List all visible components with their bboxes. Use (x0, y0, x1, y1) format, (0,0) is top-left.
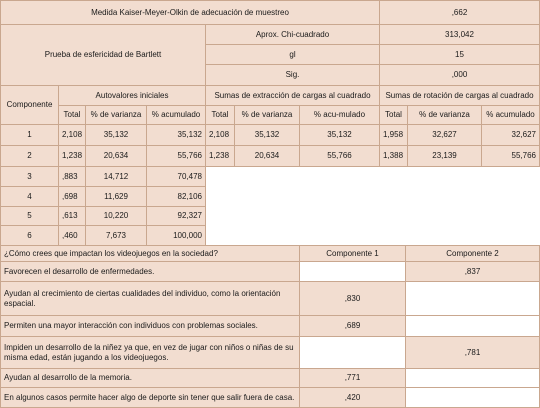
bartlett-label: Prueba de esfericidad de Bartlett (0, 24, 206, 86)
item-4-text: Impiden un desarrollo de la niñez ya que, en vez de jugar con niños o niñas de su misma edad, están jugando a los videojuegos. (0, 336, 300, 369)
r1-initial-total: 2,108 (58, 124, 86, 146)
r1-extraction-cum: 35,132 (299, 124, 380, 146)
comp-1: 1 (0, 124, 59, 146)
r1-rotation-total: 1,958 (379, 124, 408, 146)
group-header-initial: Autovalores iniciales (58, 85, 206, 106)
kmo-value: ,662 (379, 0, 540, 25)
comp-6: 6 (0, 225, 59, 246)
r5-initial-cum: 92,327 (146, 206, 206, 226)
r1-initial-cum: 35,132 (146, 124, 206, 146)
r3-initial-cum: 70,478 (146, 166, 206, 187)
bartlett-gl-label: gl (205, 44, 380, 65)
r4-initial-pct: 11,629 (85, 186, 147, 207)
r6-initial-total: ,460 (58, 225, 86, 246)
r3-initial-pct: 14,712 (85, 166, 147, 187)
subheader-rotation-total: Total (379, 105, 408, 125)
item-6-c1: ,420 (299, 387, 406, 408)
r2-rotation-cum: 55,766 (481, 145, 540, 167)
subheader-rotation-pct: % de varianza (407, 105, 482, 125)
r2-extraction-cum: 55,766 (299, 145, 380, 167)
item-5-c1: ,771 (299, 368, 406, 388)
subheader-extraction-cum: % acu-mulado (299, 105, 380, 125)
r4-initial-total: ,698 (58, 186, 86, 207)
r5-initial-pct: 10,220 (85, 206, 147, 226)
componente-header: Componente (0, 85, 59, 125)
item-2-c1: ,830 (299, 281, 406, 316)
item-2-text: Ayudan al crecimiento de ciertas cualidades del individuo, como la orientación espacial. (0, 281, 300, 316)
bartlett-sig-value: ,000 (379, 64, 540, 86)
item-5-text: Ayudan al desarrollo de la memoria. (0, 368, 300, 388)
r2-rotation-total: 1,388 (379, 145, 408, 167)
item-3-c2 (405, 315, 540, 337)
bartlett-gl-value: 15 (379, 44, 540, 65)
bartlett-chi-value: 313,042 (379, 24, 540, 45)
comp-5: 5 (0, 206, 59, 226)
subheader-initial-total: Total (58, 105, 86, 125)
item-6-text: En algunos casos permite hacer algo de deporte sin tener que salir fuera de casa. (0, 387, 300, 408)
r6-initial-pct: 7,673 (85, 225, 147, 246)
item-5-c2 (405, 368, 540, 388)
r3-initial-total: ,883 (58, 166, 86, 187)
r1-extraction-pct: 35,132 (234, 124, 300, 146)
item-1-c2: ,837 (405, 261, 540, 282)
subheader-extraction-pct: % de varianza (234, 105, 300, 125)
subheader-rotation-cum: % acumulado (481, 105, 540, 125)
comp-2: 2 (0, 145, 59, 167)
r2-initial-pct: 20,634 (85, 145, 147, 167)
group-header-rotation: Sumas de rotación de cargas al cuadrado (379, 85, 540, 106)
components-question-header: ¿Cómo crees que impactan los videojuegos en la sociedad? (0, 245, 300, 262)
component-2-header: Componente 2 (405, 245, 540, 262)
r2-extraction-pct: 20,634 (234, 145, 300, 167)
r2-initial-cum: 55,766 (146, 145, 206, 167)
r5-initial-total: ,613 (58, 206, 86, 226)
r1-initial-pct: 35,132 (85, 124, 147, 146)
item-6-c2 (405, 387, 540, 408)
r1-rotation-cum: 32,627 (481, 124, 540, 146)
item-1-text: Favorecen el desarrollo de enfermedades. (0, 261, 300, 282)
bartlett-chi-label: Aprox. Chi-cuadrado (205, 24, 380, 45)
r1-rotation-pct: 32,627 (407, 124, 482, 146)
r4-initial-cum: 82,106 (146, 186, 206, 207)
group-header-extraction: Sumas de extracción de cargas al cuadrado (205, 85, 380, 106)
component-1-header: Componente 1 (299, 245, 406, 262)
kmo-label: Medida Kaiser-Meyer-Olkin de adecuación de muestreo (0, 0, 380, 25)
item-4-c2: ,781 (405, 336, 540, 369)
item-2-c2 (405, 281, 540, 316)
comp-3: 3 (0, 166, 59, 187)
bartlett-sig-label: Sig. (205, 64, 380, 86)
subheader-initial-pct: % de varianza (85, 105, 147, 125)
r2-initial-total: 1,238 (58, 145, 86, 167)
r1-extraction-total: 2,108 (205, 124, 235, 146)
item-4-c1 (299, 336, 406, 369)
r2-rotation-pct: 23,139 (407, 145, 482, 167)
subheader-extraction-total: Total (205, 105, 235, 125)
item-3-c1: ,689 (299, 315, 406, 337)
item-1-c1 (299, 261, 406, 282)
item-3-text: Permiten una mayor interacción con individuos con problemas sociales. (0, 315, 300, 337)
comp-4: 4 (0, 186, 59, 207)
r6-initial-cum: 100,000 (146, 225, 206, 246)
r2-extraction-total: 1,238 (205, 145, 235, 167)
subheader-initial-cum: % acumulado (146, 105, 206, 125)
